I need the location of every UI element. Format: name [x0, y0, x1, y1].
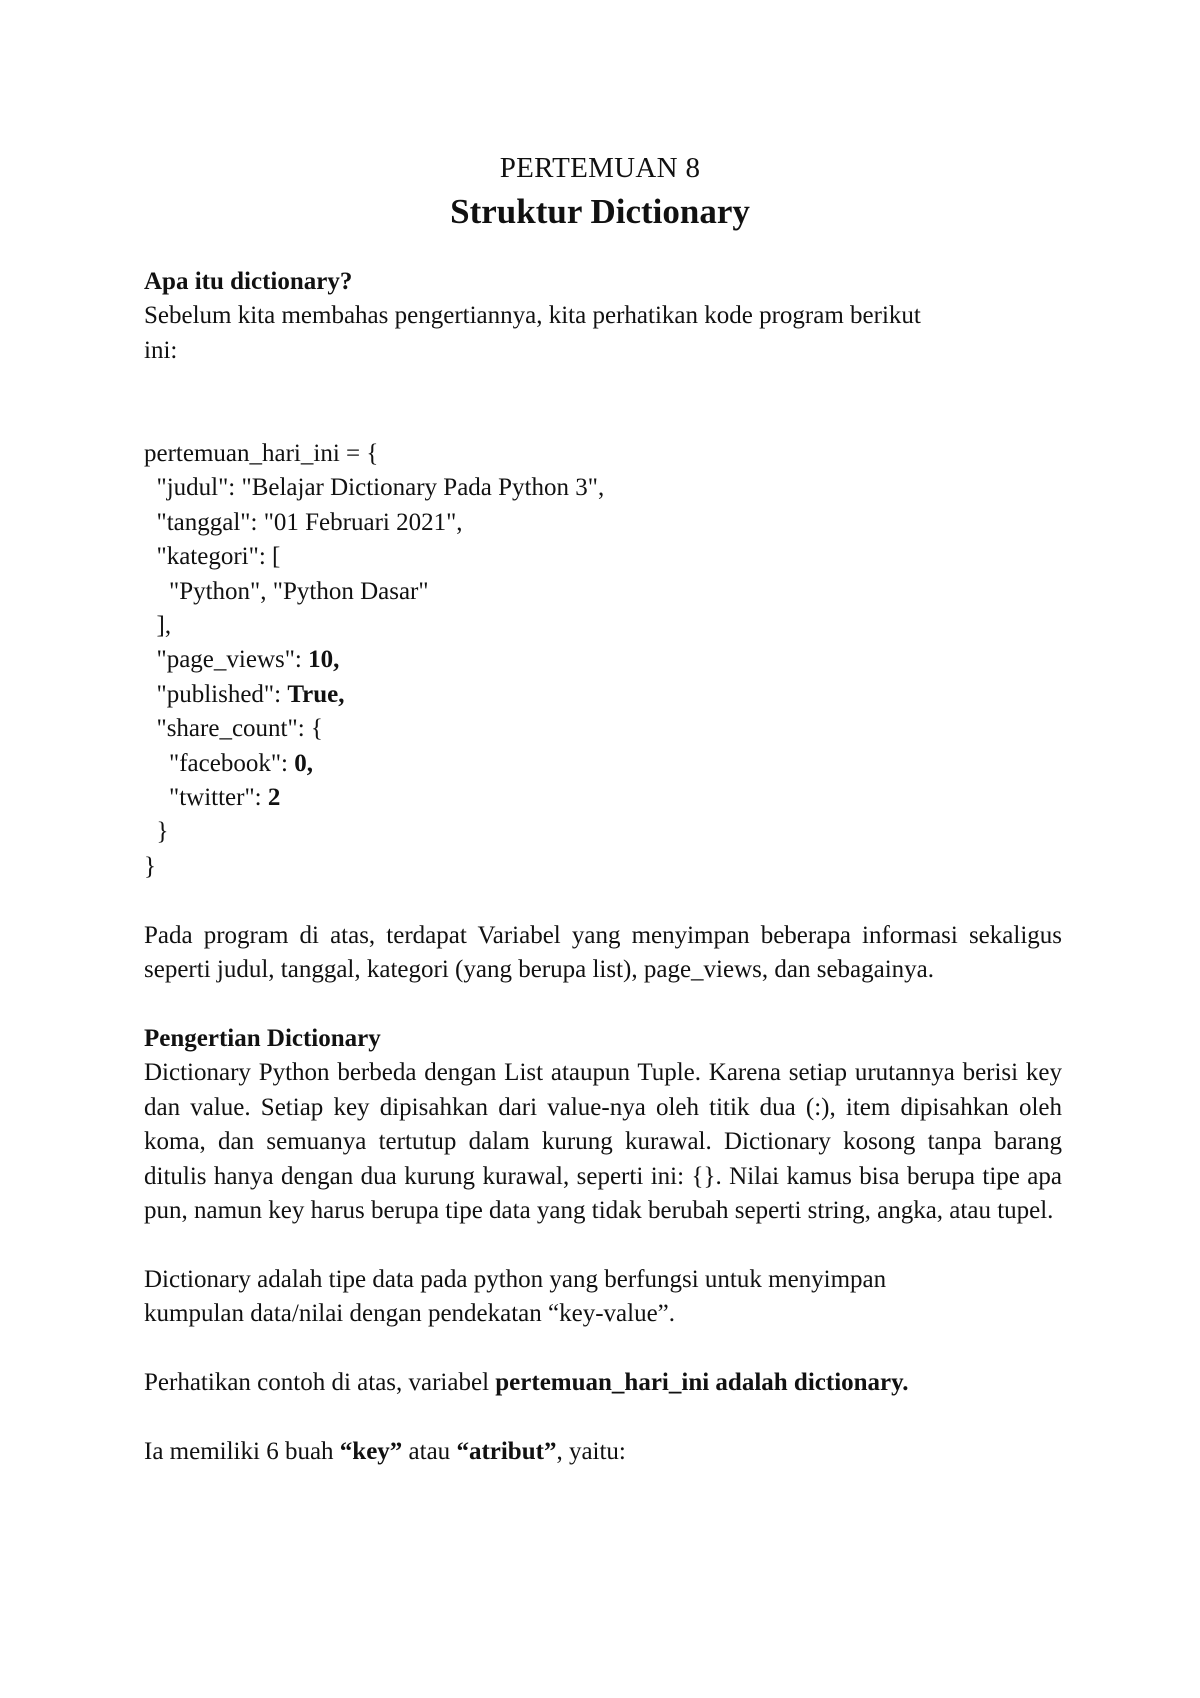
- keys-text: , yaitu:: [556, 1437, 626, 1465]
- code-line: "kategori": [: [144, 543, 281, 571]
- spacer: [144, 987, 1062, 1021]
- meeting-label: PERTEMUAN 8: [499, 152, 701, 184]
- code-key: "twitter":: [144, 784, 268, 812]
- section-heading-definition: Pengertian Dictionary: [144, 1024, 381, 1052]
- definition-line-2: kumpulan data/nilai dengan pendekatan “key-value”.: [144, 1300, 676, 1328]
- definition-line-1: Dictionary adalah tipe data pada python yang berfungsi untuk menyimpan: [144, 1265, 887, 1293]
- spacer: [144, 368, 1062, 402]
- keys-bold-attribute: “atribut”: [456, 1437, 557, 1465]
- paragraph-definition-detail: Dictionary Python berbeda dengan List ataupun Tuple. Karena setiap urutannya berisi key dan value. Setiap key dipisahkan dari value-nya oleh titik dua (:), item dipisahkan oleh koma, dan semuanya tertutup dalam kurung kurawal. Dictionary kosong tanpa barang ditulis hanya dengan dua kurung kurawal, seperti ini: {}. Nilai kamus bisa berupa tipe apa pun, namun key harus berupa tipe data yang tidak berubah seperti string, angka, atau tupel.: [144, 1059, 1062, 1224]
- code-value: True,: [287, 680, 345, 708]
- paragraph-after-code: Pada program di atas, terdapat Variabel yang menyimpan beberapa informasi sekaligus seperti judul, tanggal, kategori (yang berupa list), page_views, dan sebagainya.: [144, 921, 1062, 984]
- code-value: 0,: [294, 749, 313, 777]
- code-line: [144, 643, 1062, 677]
- code-line: "Python", "Python Dasar": [144, 577, 429, 605]
- code-line: ],: [144, 612, 172, 640]
- keys-text: Ia memiliki 6 buah: [144, 1437, 340, 1465]
- code-key: "page_views":: [144, 646, 309, 674]
- spacer: [144, 1332, 1062, 1366]
- keys-text: atau: [402, 1437, 457, 1465]
- code-line: "judul": "Belajar Dictionary Pada Python 3",: [144, 474, 605, 502]
- code-line: }: [144, 852, 156, 880]
- spacer: [144, 884, 1062, 918]
- code-line: }: [144, 818, 169, 846]
- code-key: "facebook":: [144, 749, 295, 777]
- code-value: 2: [267, 784, 281, 812]
- code-line: "tanggal": "01 Februari 2021",: [144, 508, 463, 536]
- page-title: Struktur Dictionary: [450, 192, 750, 231]
- keys-bold-key: “key”: [339, 1437, 403, 1465]
- spacer: [144, 1228, 1062, 1262]
- intro-line-2: ini:: [144, 336, 178, 364]
- example-text: Perhatikan contoh di atas, variabel: [144, 1368, 496, 1396]
- spacer: [144, 403, 1062, 437]
- code-example: [144, 437, 1062, 884]
- intro-line-1: Sebelum kita membahas pengertiannya, kita perhatikan kode program berikut: [144, 302, 921, 330]
- code-line: [144, 747, 1062, 781]
- code-line: [144, 781, 1062, 815]
- section-heading-what-is: Apa itu dictionary?: [144, 268, 353, 295]
- code-line: "share_count": {: [144, 715, 323, 743]
- paragraph-keys: [144, 1435, 1062, 1469]
- document-body: [144, 265, 1062, 1469]
- paragraph-example: [144, 1366, 1062, 1400]
- code-value: 10,: [308, 646, 340, 674]
- code-line: [144, 678, 1062, 712]
- spacer: [144, 1400, 1062, 1434]
- code-line: pertemuan_hari_ini = {: [144, 440, 379, 467]
- example-bold-text: pertemuan_hari_ini adalah dictionary.: [495, 1368, 909, 1396]
- code-key: "published":: [144, 680, 288, 708]
